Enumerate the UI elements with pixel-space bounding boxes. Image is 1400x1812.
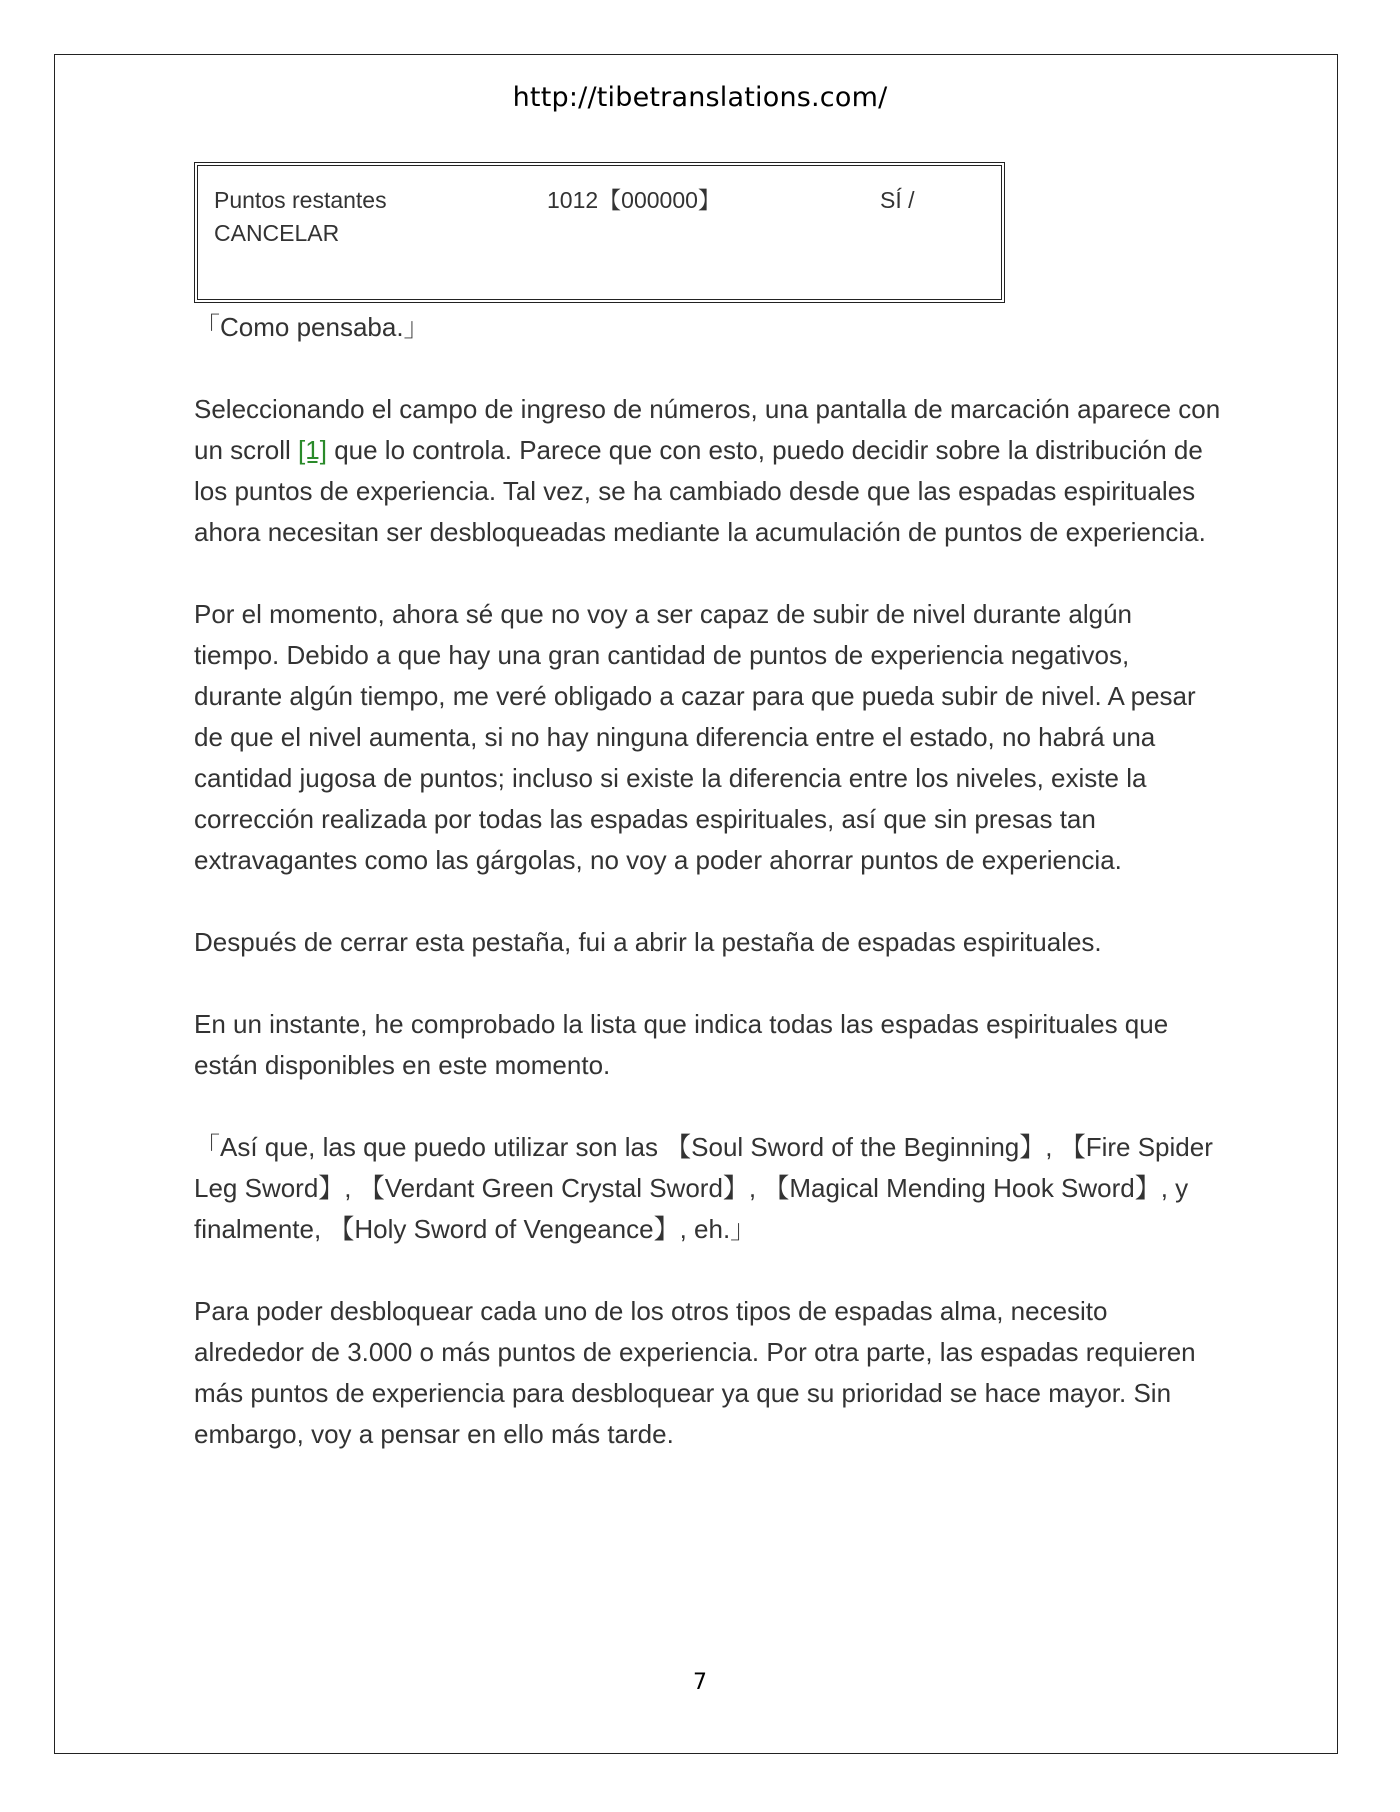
paragraph-4: Después de cerrar esta pestaña, fui a abrir la pestaña de espadas espirituales.	[194, 927, 1102, 957]
paragraph-3: Por el momento, ahora sé que no voy a ser capaz de subir de nivel durante algún tiempo. Debido a que hay una gran cantidad de puntos de experiencia negativos, durante algún tiempo, me veré obligado a cazar para que pueda subir de nivel. A pesar de que el nivel aumenta, si no hay ninguna diferencia entre el estado, no habrá una cantidad jugosa de puntos; incluso si existe la diferencia entre los niveles, existe la corrección realizada por todas las espadas espirituales, así que sin presas tan extravagantes como las gárgolas, no voy a poder ahorrar puntos de experiencia.	[194, 599, 1196, 875]
footnote-link-1[interactable]: [1]	[298, 435, 327, 465]
paragraph-2-text-end: que lo controla. Parece que con esto, puedo decidir sobre la distribución de los puntos de experiencia. Tal vez, se ha cambiado desde que las espadas espirituales ahora necesitan ser desbloqueadas mediante la acumulación de puntos de experiencia.	[194, 435, 1206, 547]
paragraph-2-text-start: Seleccionando el campo de ingreso de números, una pantalla de marcación aparece con un scroll	[194, 394, 1221, 465]
paragraph-7: Para poder desbloquear cada uno de los otros tipos de espadas alma, necesito alrededor de 3.000 o más puntos de experiencia. Por otra parte, las espadas requieren más puntos de experiencia para desbloquear ya que su prioridad se hace mayor. Sin embargo, voy a pensar en ello más tarde.	[194, 1296, 1196, 1449]
points-dialog-box	[194, 162, 1005, 303]
remaining-points-label: Puntos restantes	[214, 187, 387, 213]
cancel-option: CANCELAR	[214, 220, 340, 246]
paragraph-5: En un instante, he comprobado la lista que indica todas las espadas espirituales que están disponibles en este momento.	[194, 1009, 1169, 1080]
confirm-option: SÍ /	[880, 187, 915, 213]
paragraph-1: 「Como pensaba.」	[194, 312, 430, 342]
paragraph-6: 「Así que, las que puedo utilizar son las 【Soul Sword of the Beginning】, 【Fire Spider Leg Sword】, 【Verdant Green Crystal Sword】, 【Magical Mending Hook Sword】, y finalmente, 【Holy Sword of Vengeance】, eh.」	[194, 1132, 1213, 1244]
document-body	[194, 307, 1224, 1496]
paragraph-2	[194, 389, 1224, 553]
page-number: 7	[693, 1670, 707, 1695]
header-url: http://tibetranslations.com/	[512, 82, 888, 113]
remaining-points-value: 1012【000000】	[547, 187, 721, 213]
